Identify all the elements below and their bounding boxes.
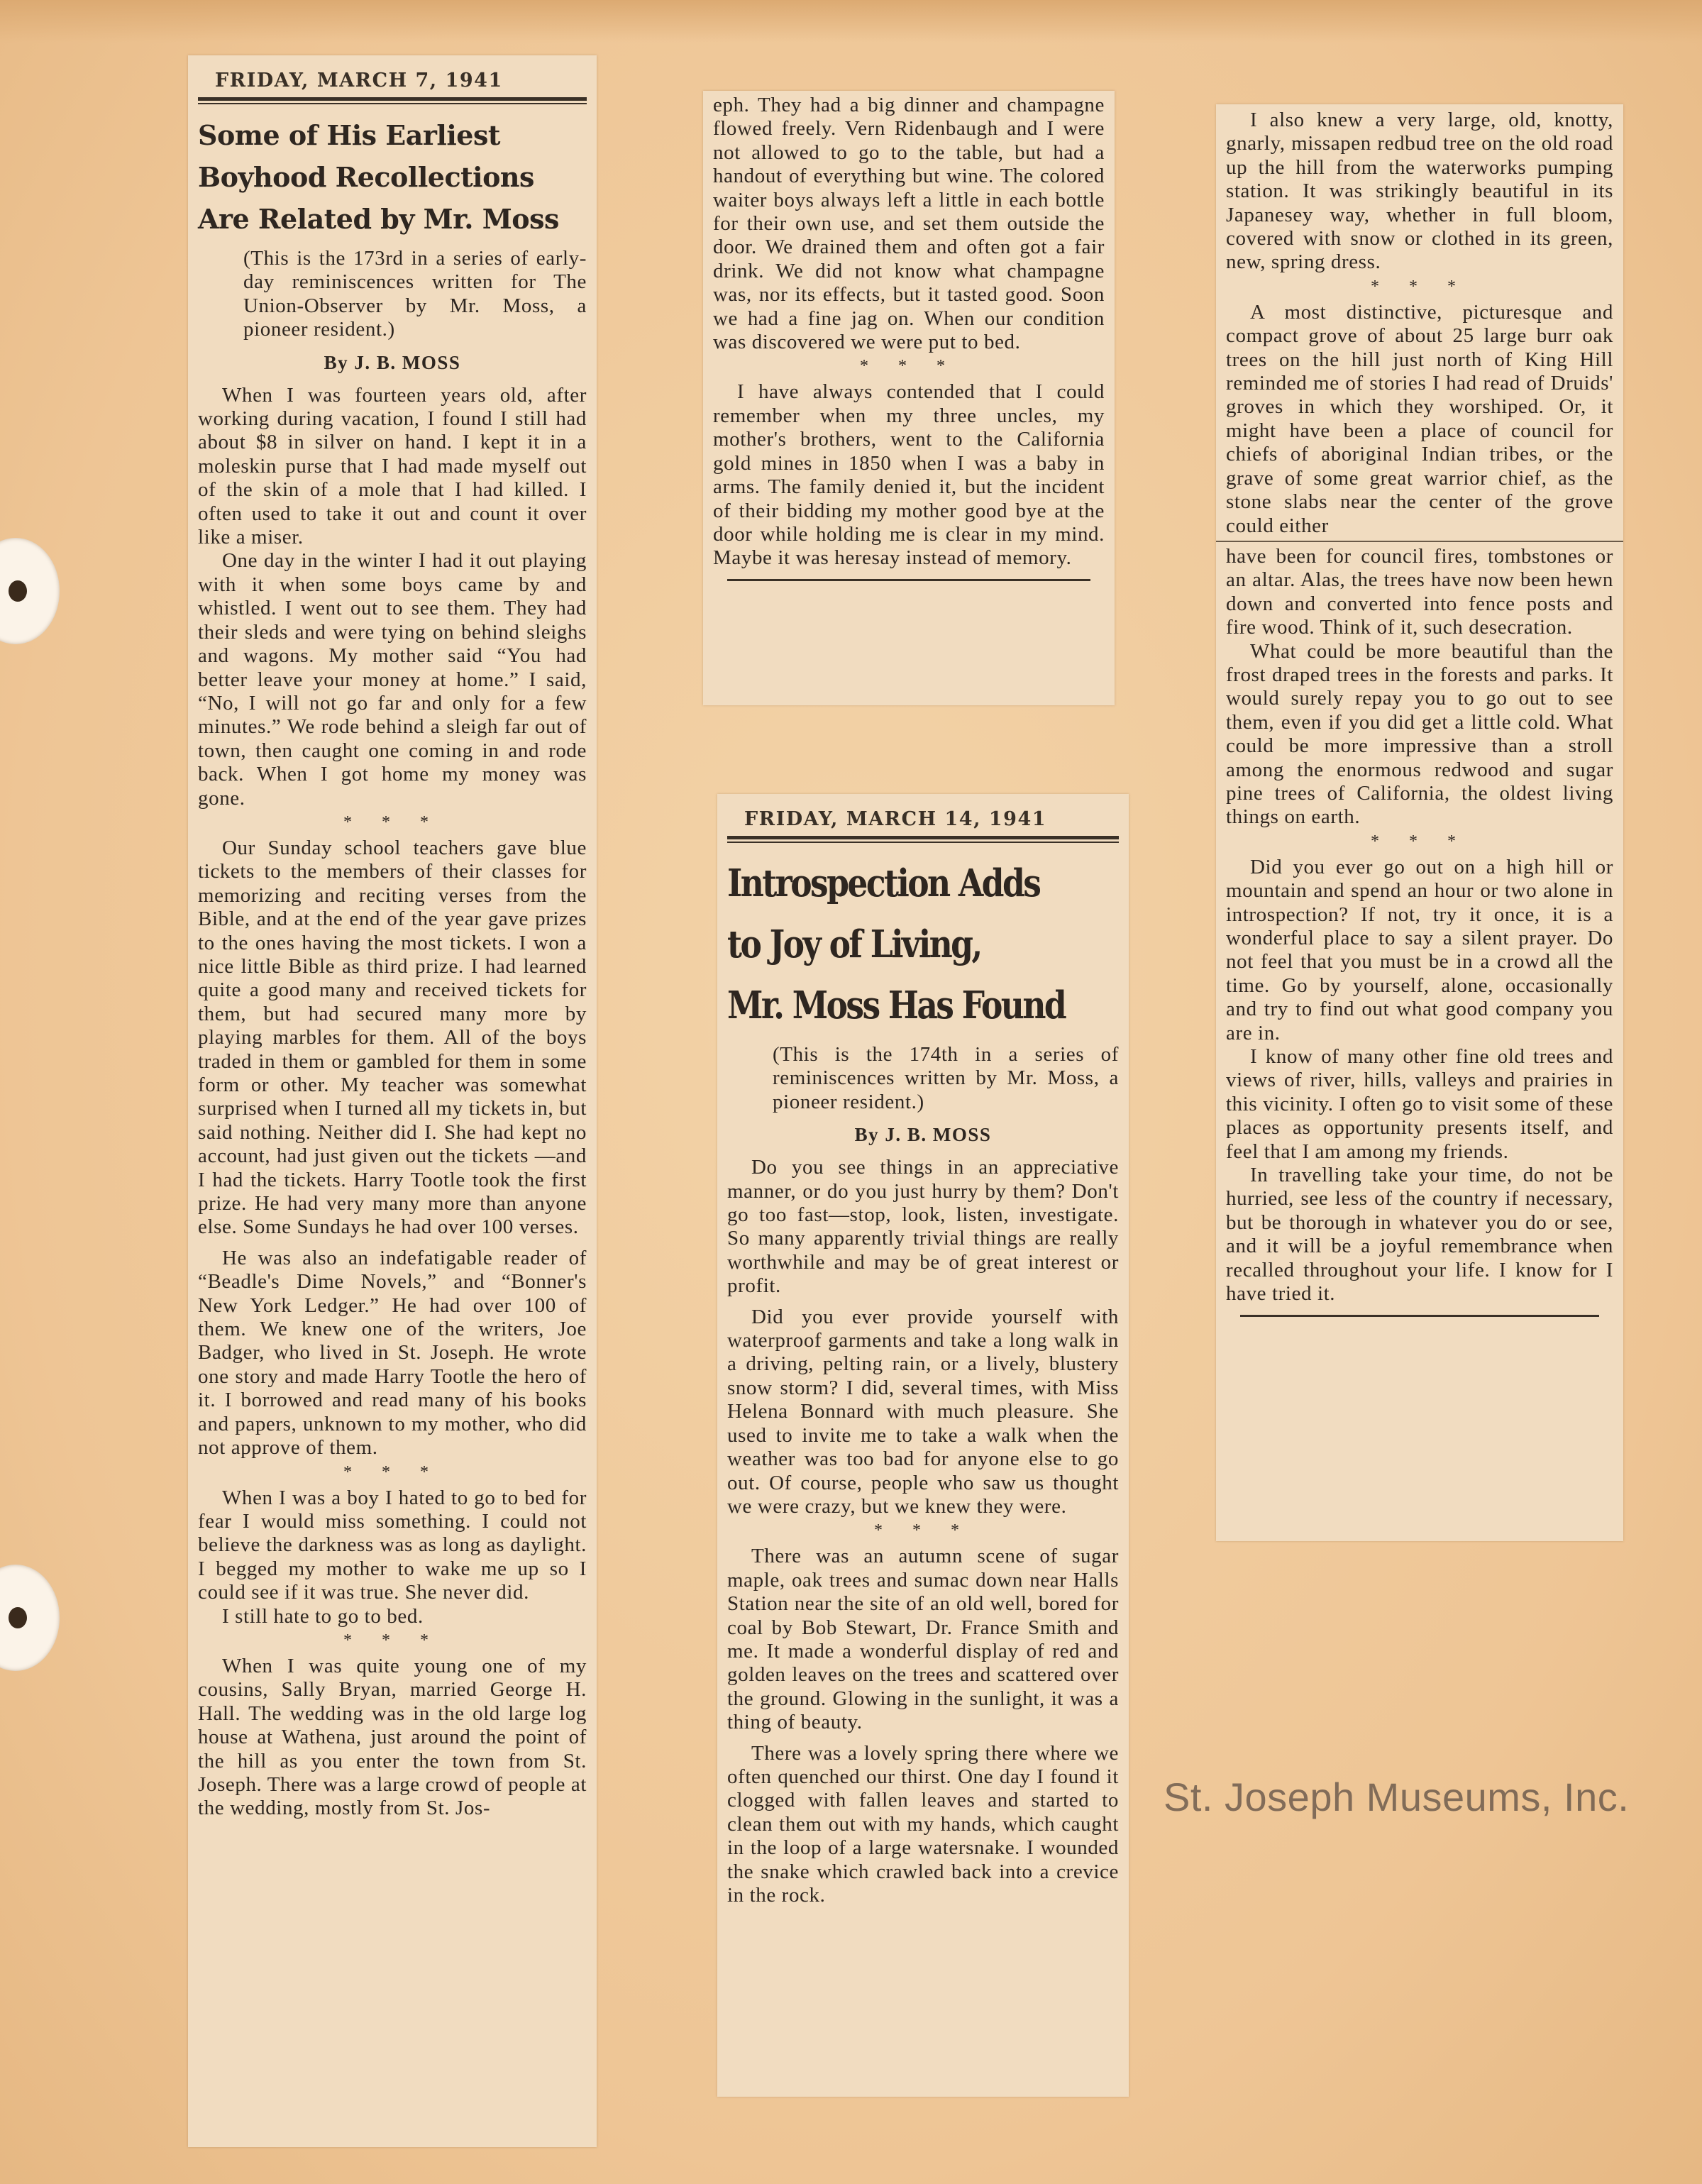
watermark: St. Joseph Museums, Inc.	[1164, 1775, 1630, 1819]
paragraph: I have always contended that I could remember when my three uncles, my mother's brothers, went to the California gold mines in 1850 when I was a baby in arms. The family denied it, but the incident of their bidding my mother good bye at the door while holding me is clear in my mind. Maybe it was heresay instead of memory.	[713, 380, 1105, 570]
article-date: FRIDAY, MARCH 14, 1941	[744, 808, 1047, 830]
paragraph: Did you ever go out on a high hill or mountain and spend an hour or two alone in introspection? If not, try it once, it is a wonderful place to say a silent prayer. Do not feel that you must be in a crowd all the time. Go by yourself, alone, occasionally and try to find out what good company you are in.	[1226, 855, 1613, 1044]
clipping-march-14-continued	[1216, 104, 1623, 1541]
separator: * * *	[1371, 277, 1469, 296]
paragraph: I also knew a very large, old, knotty, gnarly, missapen redbud tree on the old road up the hill from the waterworks pumping station. It was strikingly beautiful in its Japanesey way, whether in full bloom, covered with snow or clothed in its green, new, spring dress.	[1226, 109, 1613, 274]
article-intro: (This is the 173rd in a series of early-day reminiscences written for The Union-Observer by Mr. Moss, a pioneer resident.)	[243, 247, 587, 341]
date-rule	[198, 97, 587, 104]
paragraph: When I was quite young one of my cousins, Sally Bryan, married George H. Hall. The wedding was in the old large log house at Wathena, just around the point of the hill as you enter the town from St. Joseph. There was a large crowd of people at the wedding, mostly from St. Jos-	[198, 1654, 587, 1820]
article-intro: (This is the 174th in a series of reminiscences written by Mr. Moss, a pioneer resident.)	[773, 1043, 1119, 1113]
headline-line: Mr. Moss Has Found	[727, 983, 1066, 1027]
article-headline	[727, 853, 1064, 1036]
headline-line: Introspection Adds	[727, 861, 1040, 905]
byline: By J. B. MOSS	[324, 351, 461, 373]
paragraph: There was a lovely spring there where we often quenched our thirst. One day I found it clogged with fallen leaves and started to clean them out with my hands, which caught in the loop of a large watersnake. I wounded the snake which crawled back into a crevice in the rock.	[727, 1741, 1119, 1907]
paragraph: I know of many other fine old trees and views of river, hills, valleys and prairies in this vicinity. I often go to visit some of these places as opportunity presents itself, and feel that I am among my friends.	[1226, 1045, 1613, 1163]
separator: * * *	[343, 1462, 441, 1482]
paragraph: In travelling take your time, do not be hurried, see less of the country if necessary, but be thorough in whatever you do or see, and it will be a joyful remembrance when recalled throughout your life. I know for I have tried it.	[1226, 1164, 1613, 1306]
paragraph: He was also an indefatigable reader of “Beadle's Dime Novels,” and “Bonner's New York Ledger.” He had over 100 of them. We knew one of the writers, Joe Badger, who lived in St. Joseph. He wrote one story and made Harry Tootle the hero of it. I borrowed and read many of his books and papers, unknown to my mother, who did not approve of them.	[198, 1246, 587, 1460]
paragraph: When I was a boy I hated to go to bed for fear I would miss something. I could not believe the darkness was as long as daylight. I begged my mother to wake me up so I could see if it was true. She never did.	[198, 1486, 587, 1604]
end-rule	[1240, 1315, 1599, 1317]
clipping-march-7	[188, 55, 597, 2147]
headline-line: to Joy of Living,	[727, 922, 981, 966]
date-rule	[727, 836, 1119, 843]
separator: * * *	[343, 812, 441, 832]
paragraph: have been for council fires, tombstones or an altar. Alas, the trees have now been hewn down and converted into fence posts and fire wood. Think of it, such desecration.	[1226, 544, 1613, 639]
byline: By J. B. MOSS	[854, 1124, 992, 1146]
separator: * * *	[860, 357, 958, 376]
paragraph: When I was fourteen years old, after working during vacation, I found I still had about $8 in silver on hand. I kept it in a moleskin purse that I had made myself out of the skin of a mole that I had killed. I often used to take it out and count it over like a miser.	[198, 383, 587, 549]
paragraph: eph. They had a big dinner and champagne flowed freely. Vern Ridenbaugh and I were not allowed to go to the table, but had a handout of everything but wine. The colored waiter boys always left a little in each bottle for their own use, and set them outside the door. We drained them and often got a fair drink. We did not know what champagne was, nor its effects, but it tasted good. Soon we had a fine jag on. When our condition was discovered we were put to bed.	[713, 94, 1105, 354]
paragraph: A most distinctive, picturesque and compact grove of about 25 large burr oak trees on the hill just north of King Hill reminded me of stories I had read of Druids' groves in which they worshiped. Or, it might have been a place of council for chiefs of aboriginal Indian tribes, or the grave of some great warrior chief, as the stone slabs near the center of the grove could either	[1226, 300, 1613, 537]
article-headline: Some of His Earliest Boyhood Recollections Are Related by Mr. Moss	[198, 119, 559, 235]
page-fold-shadow	[0, 0, 1702, 43]
separator: * * *	[343, 1631, 441, 1650]
separator: * * *	[1371, 832, 1469, 851]
paragraph: There was an autumn scene of sugar maple, oak trees and sumac down near Halls Station near the site of an old well, bored for coal by Bob Stewart, Dr. France Smith and me. It made a wonderful display of red and golden leaves on the trees and scattered over the ground. Glowing in the sunlight, it was a thing of beauty.	[727, 1545, 1119, 1734]
paragraph: What could be more beautiful than the frost draped trees in the forests and parks. It would surely repay you to go out to see them, even if you did get a little cold. What could be more impressive than a stroll among the enormous redwood and sugar pine trees of California, the oldest living things on earth.	[1226, 639, 1613, 829]
paragraph: Did you ever provide yourself with waterproof garments and take a long walk in a driving, pelting rain, or a lively, blustery snow storm? I did, several times, with Miss Helena Bonnard with much pleasure. She used to invite me to take a walk when the weather was too bad for anyone else to go out. Of course, people who saw us thought we were crazy, but we knew they were.	[727, 1305, 1119, 1518]
paragraph: One day in the winter I had it out playing with it when some boys came by and whistled. I went out to see them. They had their sleds and were tying on behind sleighs and wagons. My mother said “You had better leave your money at home.” I said, “No, I will not go far and only for a few minutes.” We rode behind a sleigh far out of town, then caught one coming in and rode back. When I got home my money was gone.	[198, 549, 587, 810]
punch-hole-icon	[0, 538, 60, 644]
punch-hole-icon	[0, 1565, 60, 1671]
clipping-continuation	[703, 91, 1115, 705]
article-date: FRIDAY, MARCH 7, 1941	[215, 70, 503, 92]
paragraph: I still hate to go to bed.	[222, 1604, 424, 1628]
clipping-march-14	[717, 794, 1129, 2097]
clipping-seam	[1216, 541, 1623, 542]
end-rule	[727, 579, 1090, 581]
paragraph: Do you see things in an appreciative manner, or do you just hurry by them? Don't go too fast—stop, look, listen, investigate. So many apparently trivial things are really worthwhile and may be of great interest or profit.	[727, 1156, 1119, 1298]
separator: * * *	[874, 1521, 972, 1540]
paragraph: Our Sunday school teachers gave blue tickets to the members of their classes for memorizing and reciting verses from the Bible, and at the end of the year gave prizes to the ones having the most tickets. I won a nice little Bible as third prize. I had learned quite a good many and received tickets for them, but had secured many more by playing marbles for them. All of the boys traded in them or gambled for them in some form or other. My teacher was somewhat surprised when I turned all my tickets in, but said nothing. Neither did I. She had kept no account, had just given out the tickets —and I had the tickets. Harry Tootle took the first prize. He had very many more than anyone else. Some Sundays he had over 100 verses.	[198, 836, 587, 1239]
